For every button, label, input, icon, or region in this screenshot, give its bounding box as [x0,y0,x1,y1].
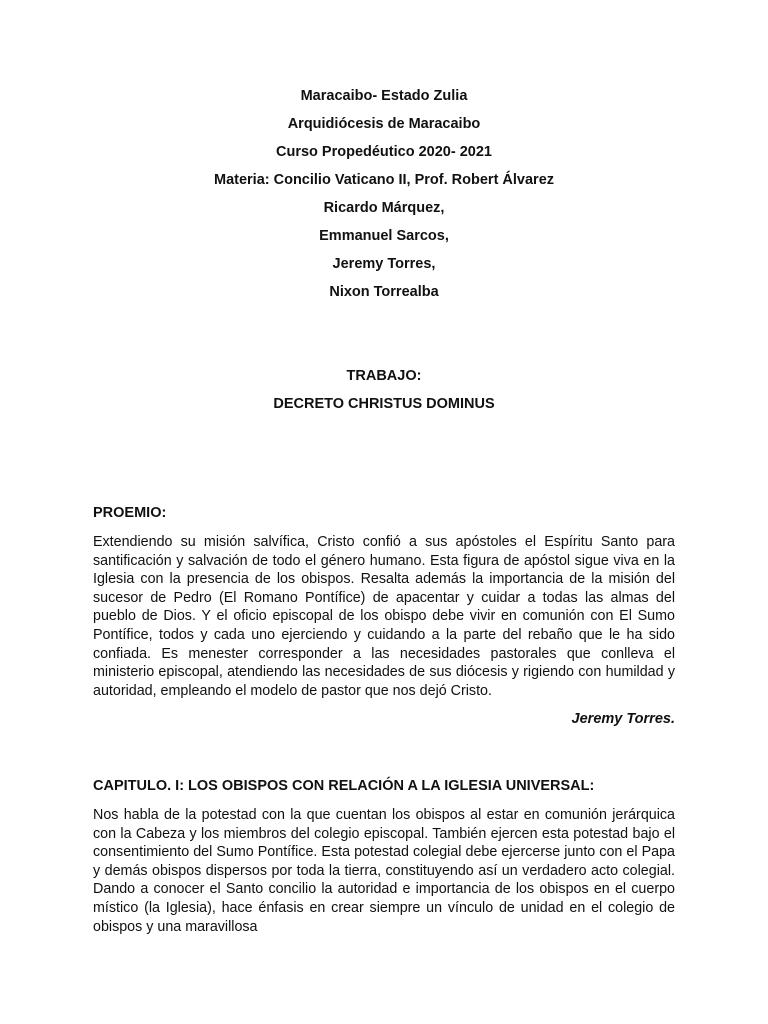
chapter-1-title: CAPITULO. I: LOS OBISPOS CON RELACIÓN A LA IGLESIA UNIVERSAL: [93,778,595,794]
work-title: DECRETO CHRISTUS DOMINUS [273,396,495,412]
chapter-1-paragraph: Nos habla de la potestad con la que cuentan los obispos al estar en comunión jerárquica con la Cabeza y los miembros del colegio episcopal. También ejercen esta potestad bajo el consentimiento del Sumo Pontífice. Esta potestad colegial debe ejercerse junto con el Papa y demás obispos dispersos por toda la tierra, constituyendo así un verdadero acto colegial. Dando a conocer el Santo concilio la autoridad e importancia de los obispos en el cuerpo místico (la Iglesia), hace énfasis en crear siempre un vínculo de unidad en el colegio de obispos y una maravillosa [93,807,675,935]
header-course: Curso Propedéutico 2020- 2021 [276,144,492,160]
header-author-2: Emmanuel Sarcos, [319,228,449,244]
proemio-title: PROEMIO: [93,505,167,521]
document-header [0,85,768,309]
header-subject: Materia: Concilio Vaticano II, Prof. Robert Álvarez [213,172,555,188]
header-author-4: Nixon Torrealba [329,284,439,300]
work-label: TRABAJO: [346,368,422,384]
header-author-1: Ricardo Márquez, [323,200,445,216]
header-archdiocese: Arquidiócesis de Maracaibo [287,116,481,132]
proemio-paragraph: Extendiendo su misión salvífica, Cristo confió a sus apóstoles el Espíritu Santo para santificación y salvación de todo el género humano. Esta figura de apóstol sigue viva en la Iglesia con la presencia de los obispos. Resalta además la importancia de la misión del sucesor de Pedro (El Romano Pontífice) de apacentar y cuidar a todas las almas del pueblo de Dios. Y el oficio episcopal de los obispo debe vivir en comunión con El Sumo Pontífice, todos y cada uno ejerciendo y cuidando a la parte del rebaño que le ha sido confiada. Es menester corresponder a las necesidades pastorales que conlleva el ministerio episcopal, atendiendo las necesidades de sus diócesis y rigiendo con humildad y autoridad, empleando el modelo de pastor que nos dejó Cristo. [93,534,675,699]
chapter-1-section [93,776,675,936]
header-city: Maracaibo- Estado Zulia [300,88,468,104]
header-author-3: Jeremy Torres, [332,256,436,272]
proemio-section [93,503,675,729]
work-title-block [0,365,768,421]
proemio-signature: Jeremy Torres. [571,711,675,728]
